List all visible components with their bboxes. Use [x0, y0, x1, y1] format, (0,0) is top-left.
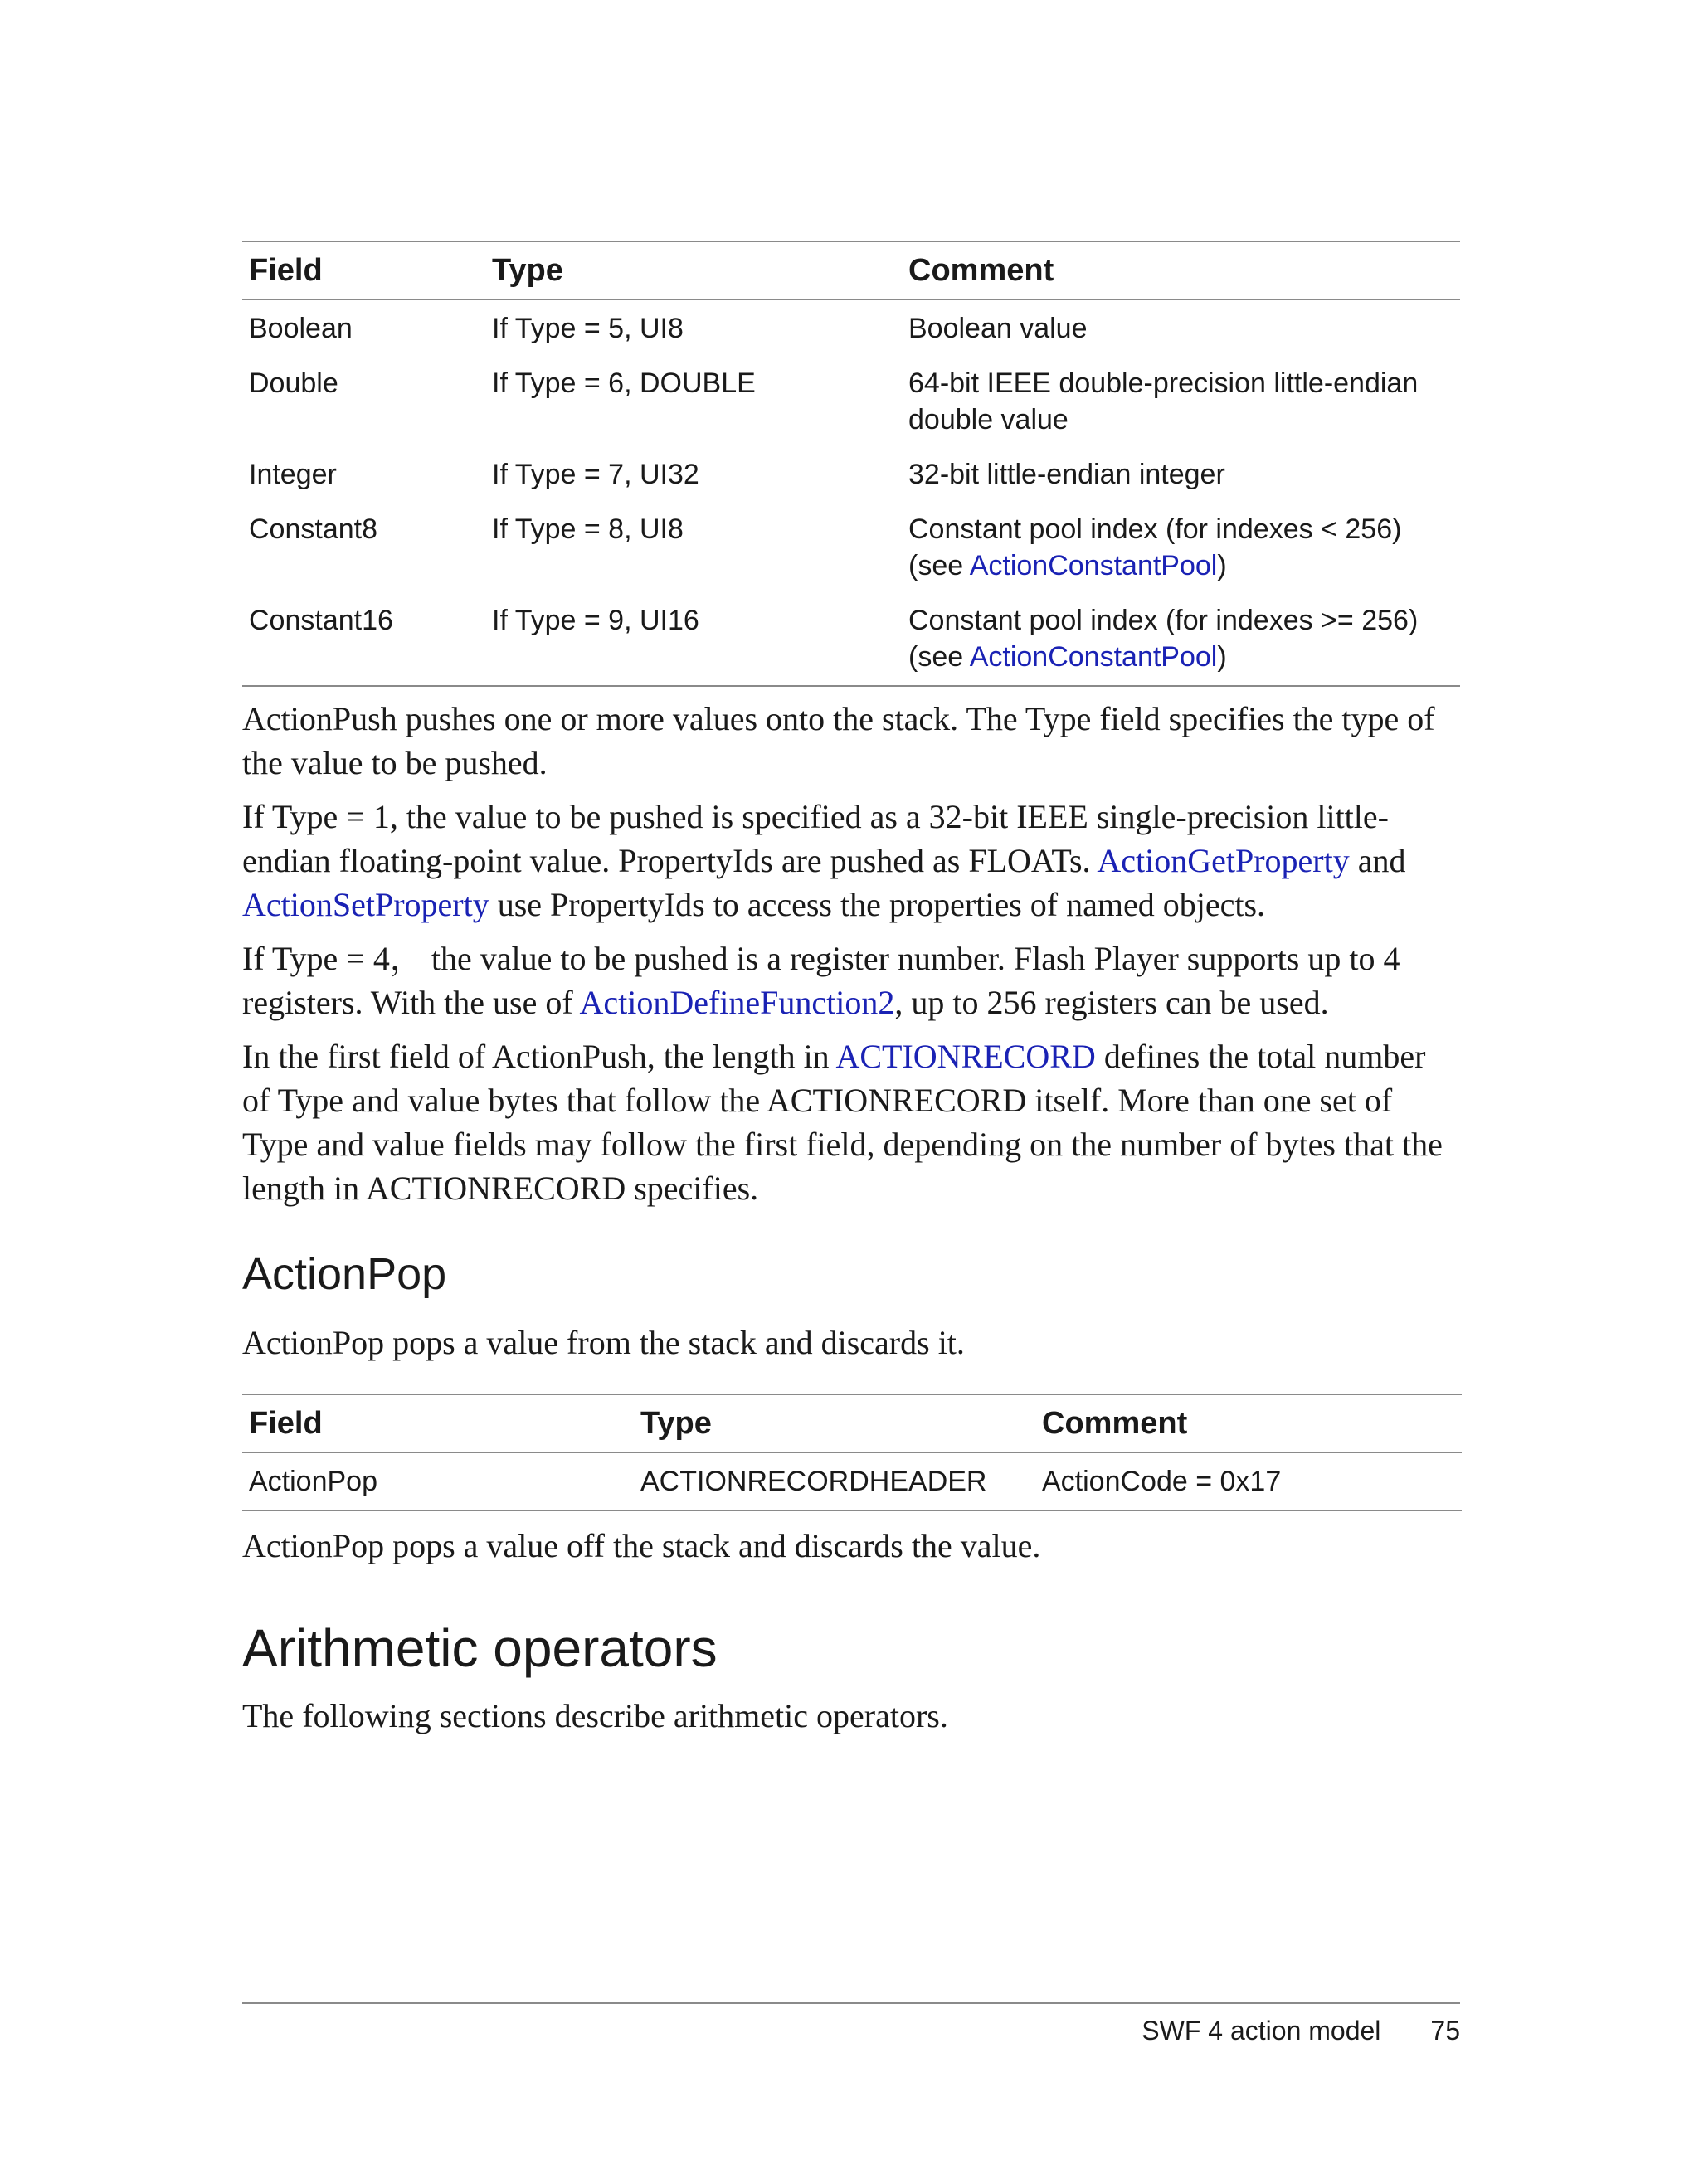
field-cell: Double — [249, 367, 338, 399]
see-prefix: (see — [908, 641, 970, 673]
see-suffix: ) — [1217, 550, 1227, 581]
table-row — [242, 1452, 1462, 1510]
actionpop-description: ActionPop pops a value off the stack and discards the value. — [242, 1527, 1041, 1564]
actionpop-heading: ActionPop — [242, 1249, 447, 1299]
arithmetic-operators-heading: Arithmetic operators — [242, 1618, 718, 1678]
field-cell: Integer — [249, 459, 337, 490]
text-run: and — [1349, 842, 1406, 879]
text-run: , up to 256 registers can be used. — [894, 984, 1329, 1021]
comment-cell: ActionCode = 0x17 — [1035, 1452, 1462, 1510]
page-footer — [1142, 2016, 1460, 2046]
footer-divider — [242, 2002, 1460, 2004]
field-cell: Boolean — [249, 313, 353, 344]
link-actiongetproperty[interactable]: ActionGetProperty — [1097, 842, 1350, 879]
table-row — [242, 501, 1460, 592]
comment-text: Constant pool index (for indexes >= 256) — [908, 605, 1419, 636]
footer-section-title: SWF 4 action model — [1142, 2016, 1381, 2045]
comment-text: Constant pool index (for indexes < 256) — [908, 513, 1402, 545]
actionpop-fields-table — [242, 1394, 1462, 1511]
link-actionconstantpool[interactable]: ActionConstantPool — [969, 641, 1218, 673]
type-cell: ACTIONRECORDHEADER — [634, 1452, 1035, 1510]
actionpush-fields-table — [242, 241, 1460, 687]
type-cell: If Type = 8, UI8 — [492, 513, 684, 545]
link-actionconstantpool[interactable]: ActionConstantPool — [969, 550, 1218, 581]
table-row — [242, 355, 1460, 446]
see-prefix: (see — [908, 550, 970, 581]
field-cell: Constant16 — [242, 592, 485, 686]
type-cell: If Type = 7, UI32 — [492, 459, 699, 490]
column-header-type: Type — [485, 241, 902, 299]
column-header-field: Field — [242, 1394, 634, 1452]
link-actionrecord[interactable]: ACTIONRECORD — [835, 1038, 1096, 1075]
text-run: If Type = 4， the value to be pushed is a register number. Flash Player supports up to 4 registers. With the use of — [242, 940, 1400, 1021]
type-cell: If Type = 5, UI8 — [492, 313, 684, 344]
paragraph: ActionPush pushes one or more values onto the stack. The Type field specifies the type of the value to be pushed. — [242, 700, 1435, 781]
column-header-comment: Comment — [902, 241, 1460, 299]
table-row — [242, 592, 1460, 686]
arithmetic-intro: The following sections describe arithmetic operators. — [242, 1697, 948, 1734]
paragraph — [242, 1034, 1460, 1210]
comment-cell — [902, 501, 1460, 592]
comment-cell: Boolean value — [908, 313, 1088, 344]
text-run: defines the total number of Type and value bytes that follow the ACTIONRECORD itself. More than one set of Type and value fields may follow the first field, depending on the number of bytes that the length in ACTIONRECORD specifies. — [242, 1038, 1443, 1207]
type-cell: If Type = 6, DOUBLE — [492, 367, 756, 399]
table-header-row — [242, 241, 1460, 299]
comment-cell — [902, 592, 1460, 686]
field-cell: Constant8 — [249, 513, 377, 545]
column-header-field: Field — [242, 241, 485, 299]
actionpush-description — [242, 697, 1460, 1220]
type-cell: If Type = 9, UI16 — [485, 592, 902, 686]
paragraph — [242, 936, 1460, 1024]
comment-cell: 64-bit IEEE double-precision little-endian double value — [908, 367, 1419, 435]
link-actionsetproperty[interactable]: ActionSetProperty — [242, 886, 489, 923]
link-actiondefinefunction2[interactable]: ActionDefineFunction2 — [579, 984, 895, 1021]
table-row — [242, 299, 1460, 355]
comment-cell: 32-bit little-endian integer — [908, 459, 1225, 490]
table-header-row — [242, 1394, 1462, 1452]
field-cell: ActionPop — [242, 1452, 634, 1510]
actionpop-intro: ActionPop pops a value from the stack and discards it. — [242, 1324, 965, 1361]
text-run: In the first field of ActionPush, the length in — [242, 1038, 836, 1075]
paragraph — [242, 795, 1460, 927]
column-header-type: Type — [634, 1394, 1035, 1452]
text-run: use PropertyIds to access the properties of named objects. — [489, 886, 1266, 923]
text-run: If Type = 1, the value to be pushed is specified as a 32-bit IEEE single-precision little-endian floating-point value. PropertyIds are pushed as FLOATs. — [242, 798, 1389, 879]
table-row — [242, 446, 1460, 501]
see-suffix: ) — [1217, 641, 1227, 673]
page-number: 75 — [1430, 2016, 1460, 2045]
column-header-comment: Comment — [1035, 1394, 1462, 1452]
